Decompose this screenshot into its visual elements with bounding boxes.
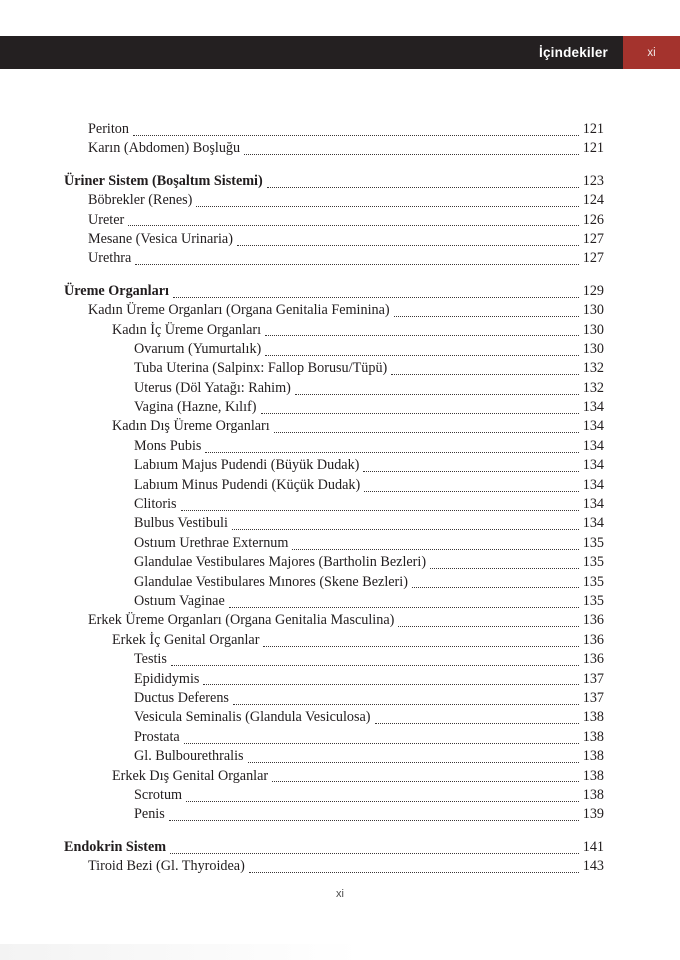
toc-entry-page: 136 [582, 612, 604, 629]
toc-entry-page: 130 [582, 321, 604, 338]
toc-entry-label: Penis [134, 806, 165, 823]
toc-entry-label: Kadın Üreme Organları (Organa Genitalia Feminina) [88, 302, 390, 319]
dot-leader [249, 872, 579, 873]
toc-entry-page: 130 [582, 302, 604, 319]
toc-entry-page: 121 [582, 140, 604, 157]
toc-entry[interactable] [64, 839, 604, 858]
dot-leader [196, 206, 578, 207]
toc-entry-page: 135 [582, 573, 604, 590]
toc-entry-label: Kadın İç Üreme Organları [112, 321, 262, 338]
dot-leader [128, 225, 578, 226]
toc-entry-page: 143 [582, 858, 604, 875]
toc-entry-label: Vesicula Seminalis (Glandula Vesiculosa) [134, 709, 371, 726]
dot-leader [248, 762, 579, 763]
dot-leader [394, 316, 579, 317]
toc-entry-label: Glandulae Vestibulares Majores (Bartholin Bezleri) [134, 554, 427, 571]
header-title: İçindekiler [539, 45, 608, 60]
toc-entry-label: Testis [134, 651, 167, 668]
toc-entry-label: Uterus (Döl Yatağı: Rahim) [134, 379, 291, 396]
toc-entry-page: 138 [582, 767, 604, 784]
toc-entry[interactable] [64, 283, 604, 302]
toc-entry-label: Erkek İç Genital Organlar [112, 631, 260, 648]
toc-entry-page: 134 [582, 496, 604, 513]
toc-entry[interactable] [64, 729, 604, 748]
dot-leader [205, 452, 578, 453]
toc-entry-page: 132 [582, 360, 604, 377]
toc-entry-page: 134 [582, 515, 604, 532]
toc-entry[interactable] [64, 612, 604, 631]
toc-entry-page: 136 [582, 651, 604, 668]
dot-leader [274, 432, 579, 433]
toc-entry[interactable] [64, 554, 604, 573]
toc-entry-label: Mons Pubis [134, 437, 202, 454]
toc-entry[interactable] [64, 768, 604, 787]
toc-entry-label: Karın (Abdomen) Boşluğu [88, 140, 241, 157]
dot-leader [244, 154, 579, 155]
toc-entry-label: Ductus Deferens [134, 689, 229, 706]
toc-entry-label: Üriner Sistem (Boşaltım Sistemi) [64, 172, 263, 189]
dot-leader [363, 471, 578, 472]
dot-leader [173, 297, 579, 298]
toc-list [64, 121, 604, 877]
toc-entry[interactable] [64, 399, 604, 418]
toc-entry-page: 137 [582, 689, 604, 706]
toc-entry-page: 134 [582, 399, 604, 416]
dot-leader [203, 684, 578, 685]
toc-entry-page: 138 [582, 786, 604, 803]
dot-leader [272, 781, 579, 782]
toc-entry-page: 134 [582, 457, 604, 474]
dot-leader [364, 491, 579, 492]
dot-leader [295, 394, 579, 395]
toc-entry-page: 139 [582, 806, 604, 823]
toc-entry[interactable] [64, 632, 604, 651]
toc-entry[interactable] [64, 121, 604, 140]
toc-entry[interactable] [64, 457, 604, 476]
toc-entry-label: Endokrin Sistem [64, 838, 167, 855]
dot-leader [181, 510, 579, 511]
toc-entry[interactable] [64, 748, 604, 767]
toc-entry-label: Erkek Üreme Organları (Organa Genitalia Masculina) [88, 612, 395, 629]
dot-leader [237, 245, 579, 246]
toc-entry-page: 123 [582, 172, 604, 189]
toc-entry-label: Ostıum Vaginae [134, 592, 225, 609]
toc-entry[interactable] [64, 806, 604, 825]
toc-entry[interactable] [64, 302, 604, 321]
toc-entry-page: 135 [582, 534, 604, 551]
dot-leader [261, 413, 579, 414]
toc-entry-page: 129 [582, 282, 604, 299]
toc-entry[interactable] [64, 535, 604, 554]
toc-entry[interactable] [64, 515, 604, 534]
toc-entry[interactable] [64, 709, 604, 728]
toc-entry-page: 141 [582, 838, 604, 855]
dot-leader [430, 568, 579, 569]
toc-entry-label: Tiroid Bezi (Gl. Thyroidea) [88, 858, 245, 875]
toc-entry[interactable] [64, 341, 604, 360]
dot-leader [186, 801, 579, 802]
toc-entry[interactable] [64, 858, 604, 877]
dot-leader [135, 264, 578, 265]
toc-entry[interactable] [64, 690, 604, 709]
dot-leader [375, 723, 579, 724]
toc-entry-label: Urethra [88, 250, 132, 267]
toc-entry-label: Periton [88, 121, 129, 137]
toc-entry-label: Vagina (Hazne, Kılıf) [134, 399, 257, 416]
toc-entry[interactable] [64, 231, 604, 250]
toc-entry-page: 132 [582, 379, 604, 396]
toc-entry-label: Böbrekler (Renes) [88, 192, 193, 209]
toc-entry[interactable] [64, 140, 604, 159]
toc-entry-label: Üreme Organları [64, 282, 169, 299]
scan-shadow [0, 944, 360, 960]
toc-entry-page: 134 [582, 437, 604, 454]
page-header [0, 36, 680, 69]
toc-entry-page: 134 [582, 418, 604, 435]
dot-leader [171, 665, 579, 666]
toc-entry[interactable] [64, 477, 604, 496]
page-footer [0, 888, 680, 900]
toc-entry-label: Ostıum Urethrae Externum [134, 534, 289, 551]
toc-entry[interactable] [64, 173, 604, 192]
toc-entry-label: Tuba Uterina (Salpinx: Fallop Borusu/Tüpü) [134, 360, 388, 377]
dot-leader [267, 187, 579, 188]
toc-entry[interactable] [64, 787, 604, 806]
dot-leader [263, 646, 578, 647]
toc-entry-page: 121 [582, 121, 604, 137]
toc-entry-page: 137 [582, 670, 604, 687]
toc-entry-page: 135 [582, 592, 604, 609]
dot-leader [133, 135, 579, 136]
dot-leader [265, 355, 578, 356]
toc-entry-label: Glandulae Vestibulares Mınores (Skene Bezleri) [134, 573, 408, 590]
toc-entry[interactable] [64, 192, 604, 211]
toc-entry[interactable] [64, 250, 604, 269]
toc-entry[interactable] [64, 496, 604, 515]
toc-entry-label: Mesane (Vesica Urinaria) [88, 230, 233, 247]
toc-entry-page: 138 [582, 748, 604, 765]
dot-leader [412, 587, 579, 588]
toc-entry-page: 124 [582, 192, 604, 209]
dot-leader [232, 529, 579, 530]
toc-entry-page: 126 [582, 211, 604, 228]
toc-entry-label: Prostata [134, 728, 180, 745]
toc-entry-page: 138 [582, 728, 604, 745]
toc-entry-label: Bulbus Vestibuli [134, 515, 228, 532]
toc-entry-page: 130 [582, 340, 604, 357]
toc-entry[interactable] [64, 360, 604, 379]
toc-entry[interactable] [64, 651, 604, 670]
footer-page-number: xi [336, 888, 344, 900]
toc-entry[interactable] [64, 212, 604, 231]
toc-entry[interactable] [64, 574, 604, 593]
toc-entry[interactable] [64, 438, 604, 457]
toc-entry[interactable] [64, 671, 604, 690]
dot-leader [169, 820, 579, 821]
toc-entry[interactable] [64, 418, 604, 437]
toc-entry-page: 127 [582, 230, 604, 247]
toc-entry-label: Epididymis [134, 670, 200, 687]
toc-entry-page: 134 [582, 476, 604, 493]
toc-entry[interactable] [64, 593, 604, 612]
dot-leader [398, 626, 578, 627]
toc-entry[interactable] [64, 380, 604, 399]
toc-entry-label: Erkek Dış Genital Organlar [112, 767, 269, 784]
header-page-badge: xi [623, 36, 680, 69]
toc-entry-label: Ovarıum (Yumurtalık) [134, 340, 262, 357]
toc-entry-label: Labıum Majus Pudendi (Büyük Dudak) [134, 457, 360, 474]
dot-leader [391, 374, 578, 375]
toc-entry-label: Clitoris [134, 496, 177, 513]
dot-leader [170, 853, 579, 854]
dot-leader [229, 607, 579, 608]
toc-entry-label: Scrotum [134, 786, 183, 803]
toc-entry-page: 136 [582, 631, 604, 648]
dot-leader [233, 704, 579, 705]
dot-leader [292, 549, 578, 550]
toc-entry[interactable] [64, 322, 604, 341]
dot-leader [265, 335, 579, 336]
toc-entry-label: Gl. Bulbourethralis [134, 748, 244, 765]
toc-entry-page: 138 [582, 709, 604, 726]
toc-entry-page: 135 [582, 554, 604, 571]
toc-entry-label: Ureter [88, 211, 125, 228]
toc-entry-label: Kadın Dış Üreme Organları [112, 418, 270, 435]
toc-entry-page: 127 [582, 250, 604, 267]
toc-entry-label: Labıum Minus Pudendi (Küçük Dudak) [134, 476, 361, 493]
dot-leader [184, 743, 579, 744]
